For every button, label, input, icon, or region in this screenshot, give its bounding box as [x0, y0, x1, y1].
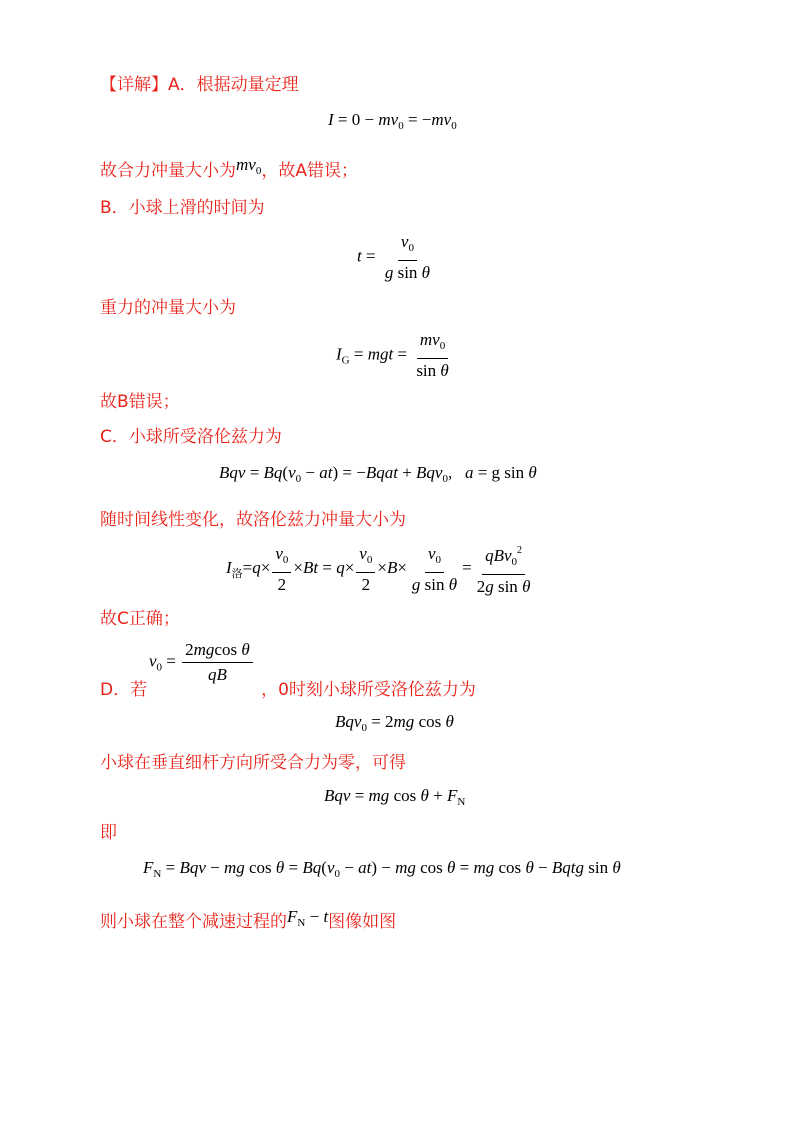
d-intro-suffix: ，0时刻小球所受洛伦兹力为: [261, 680, 476, 700]
a-result-suffix: ，故A错误；: [261, 161, 358, 181]
d-ji-text: 即: [100, 823, 117, 843]
b-gravity-text: 重力的冲量大小为: [100, 298, 236, 318]
line-c-linear: [100, 509, 406, 531]
eq-lorentz-impulse: $I_洛=q\times$ $\frac{v_0}{2}$ ×Bt = q× $\frac{v_0}{2}$ ×B× $\frac{v_0}{\text{g sin θ}}$ = $\frac{qBv_0^2}{\text{2g sin θ}}$: [226, 541, 535, 597]
c-intro-text: C．小球所受洛伦兹力为: [100, 427, 282, 447]
eq-balance: Bqv = mg $\cos \theta + F_N$: [324, 786, 466, 808]
eq-time: t = $\frac{v_0}{\text{g sin θ}}$: [357, 232, 431, 282]
a-intro-text: 【详解】A．根据动量定理: [100, 75, 299, 95]
inline-mv0: $mv_0$: [236, 155, 262, 177]
line-b-gravity: [100, 297, 236, 319]
eq-v0-condition: $v_0$ = $\frac{\text{2mgcos θ}}{qB}$: [149, 640, 255, 685]
line-b-result: [100, 391, 180, 413]
line-d-graph: [100, 907, 397, 939]
c-linear-text: 随时间线性变化，故洛伦兹力冲量大小为: [100, 510, 406, 530]
line-a-result: [100, 155, 358, 188]
d-graph-text: 则小球在整个减速过程的: [100, 912, 287, 932]
b-result-text: 故B错误；: [100, 392, 180, 412]
eq-normal-force: $F_N$ = Bqv − mg $\cos \theta = Bq(v_0 - at)$ − mg cos θ = mg cos θ − Bqtg sin θ: [143, 858, 621, 880]
d-intro-text: D．若: [100, 680, 148, 700]
line-b-intro: [100, 197, 265, 219]
line-c-result: [100, 608, 180, 630]
line-d-intro: [100, 679, 476, 701]
eq-lorentz: Bqv = $Bq(v_0 - at)$ = −Bqat + Bqv$_0$, a = g sin θ: [219, 463, 537, 485]
c-result-text: 故C正确；: [100, 609, 180, 629]
line-c-intro: [100, 426, 282, 448]
d-balance-text: 小球在垂直细杆方向所受合力为零，可得: [100, 753, 406, 773]
a-result-text: 故合力冲量大小为: [100, 161, 236, 181]
line-a-intro: [100, 74, 299, 96]
eq-gravity-impulse: $I_G$ = mgt = $\frac{mv_0}{\text{sin θ}}$: [336, 330, 449, 380]
line-d-balance: [100, 752, 406, 774]
inline-fn-t: $F_N - t$: [287, 907, 329, 929]
d-graph-suffix: 图像如图: [328, 912, 397, 932]
eq-impulse: $I = 0 - mv_0 = -mv_0$: [328, 110, 457, 132]
eq-initial-lorentz: Bqv$_0$ = 2mg cos θ: [335, 712, 454, 734]
line-d-ji: [100, 822, 117, 844]
b-intro-text: B．小球上滑的时间为: [100, 198, 265, 218]
